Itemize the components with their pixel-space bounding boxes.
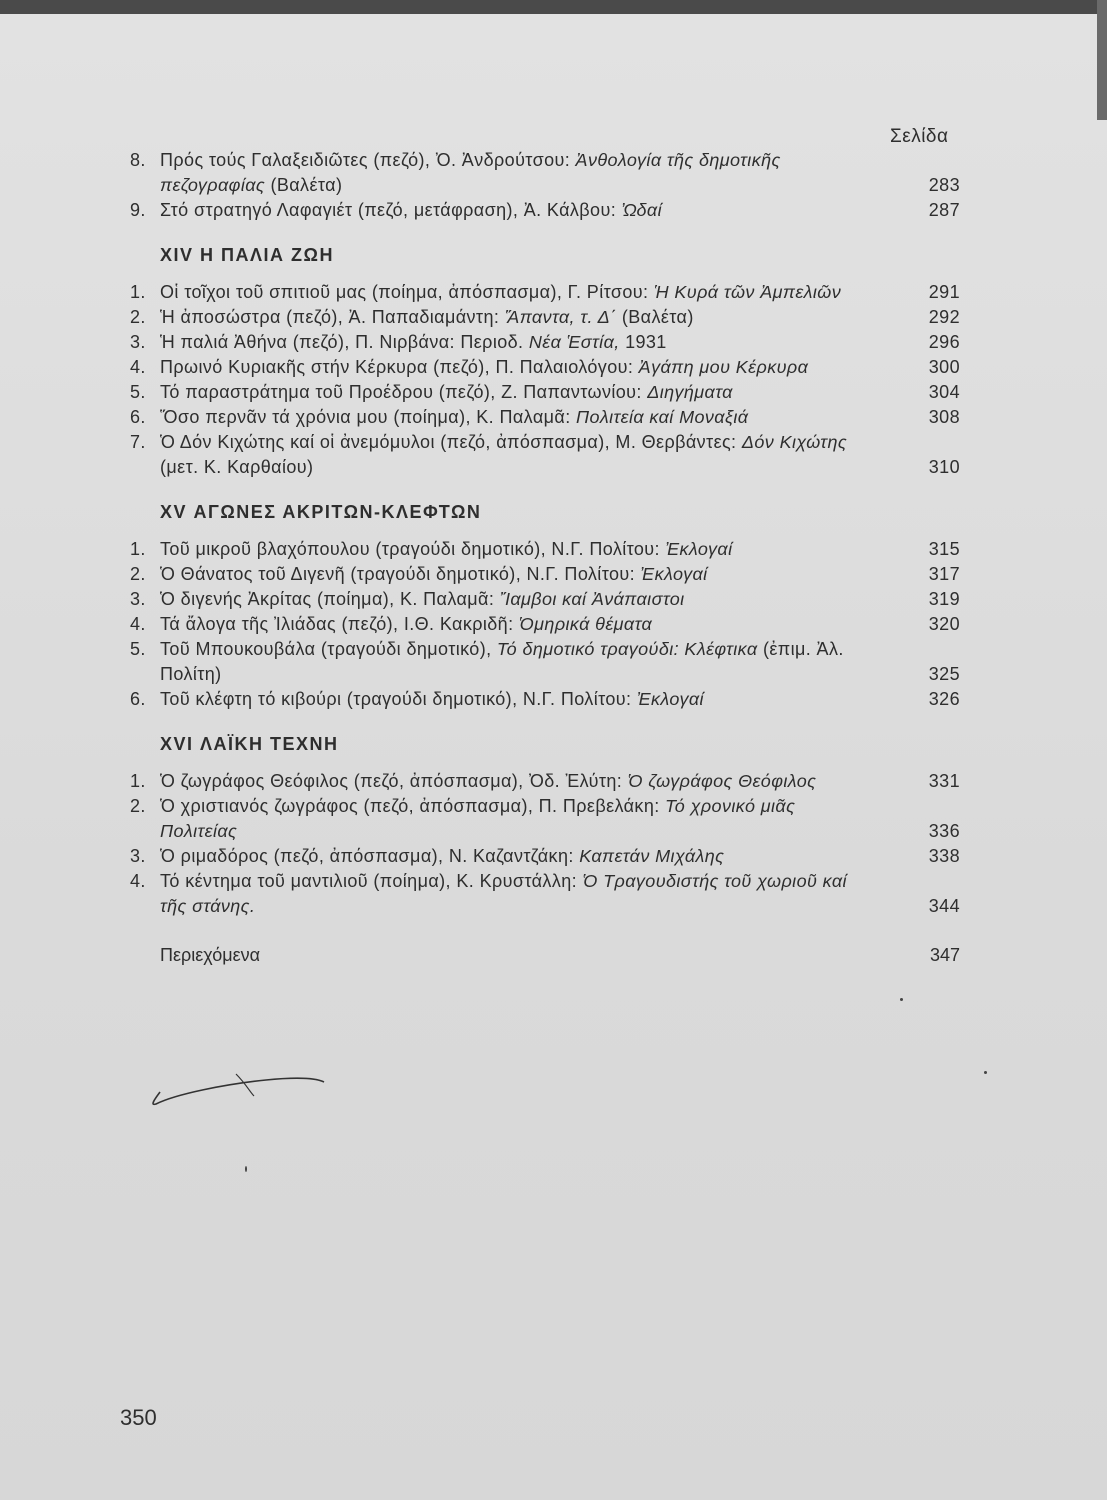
entry-title: Ὁ Δόν Κιχώτης καί οἱ ἀνεμόμυλοι (πεζό, ἀπόσπασμα), Μ. Θερβάντες: bbox=[160, 432, 737, 452]
entry-title: Πρωινό Κυριακῆς στήν Κέρκυρα (πεζό), Π. Παλαιολόγου: bbox=[160, 357, 634, 377]
entry-extra: 1931 bbox=[625, 332, 667, 352]
toc-entry bbox=[130, 198, 960, 223]
handwritten-underline bbox=[146, 1058, 336, 1108]
entry-page-number: 308 bbox=[928, 407, 960, 427]
entry-source: Ἐκλογαί bbox=[640, 564, 708, 584]
entry-title: Ὁ διγενής Ἀκρίτας (ποίημα), Κ. Παλαμᾶ: bbox=[160, 589, 495, 609]
entry-title: Τοῦ μικροῦ βλαχόπουλου (τραγούδι δημοτικό), Ν.Γ. Πολίτου: bbox=[160, 539, 660, 559]
contents-label: Περιεχόμενα bbox=[160, 945, 261, 965]
toc-entry bbox=[130, 869, 960, 919]
toc-entry bbox=[130, 844, 960, 869]
scan-right-edge bbox=[1097, 0, 1107, 120]
entry-text bbox=[160, 869, 960, 919]
entry-number: 2. bbox=[130, 307, 146, 327]
entry-text bbox=[160, 198, 960, 223]
entry-title: Στό στρατηγό Λαφαγιέτ (πεζό, μετάφραση), Ἀ. Κάλβου: bbox=[160, 200, 617, 220]
entry-number: 4. bbox=[130, 871, 146, 891]
entry-title: Ἡ παλιά Ἀθήνα (πεζό), Π. Νιρβάνα: Περιοδ. bbox=[160, 332, 524, 352]
entry-source: Δόν Κιχώτης bbox=[741, 432, 847, 452]
entry-page-number: 291 bbox=[928, 282, 960, 302]
section-heading: XV ΑΓΩΝΕΣ ΑΚΡΙΤΩΝ-ΚΛΕΦΤΩΝ bbox=[160, 502, 482, 522]
toc-entry bbox=[130, 537, 960, 562]
scan-speck bbox=[900, 998, 903, 1001]
contents-page-number: 347 bbox=[929, 945, 960, 965]
entry-number: 1. bbox=[130, 539, 146, 559]
entry-source: Ἅπαντα, τ. Δ΄ bbox=[504, 307, 617, 327]
entry-source: Πολιτεία καί Μοναξιά bbox=[576, 407, 749, 427]
entry-title: Ὅσο περνᾶν τά χρόνια μου (ποίημα), Κ. Παλαμᾶ: bbox=[160, 407, 571, 427]
entry-source: Ὁ Τραγουδιστής τοῦ χωριοῦ καί τῆς στάνης. bbox=[160, 871, 847, 916]
entry-number: 3. bbox=[130, 332, 146, 352]
entry-text bbox=[160, 844, 960, 869]
entry-title: Ὁ ριμαδόρος (πεζό, ἀπόσπασμα), Ν. Καζαντζάκη: bbox=[160, 846, 574, 866]
entry-title: Τοῦ κλέφτη τό κιβούρι (τραγούδι δημοτικό), Ν.Γ. Πολίτου: bbox=[160, 689, 632, 709]
page-column-header: Σελίδα bbox=[890, 126, 949, 147]
entry-page-number: 304 bbox=[928, 382, 960, 402]
entry-page-number: 317 bbox=[928, 564, 960, 584]
toc-entry bbox=[130, 587, 960, 612]
entry-number: 8. bbox=[130, 150, 146, 170]
entry-number: 1. bbox=[130, 771, 146, 791]
entry-text bbox=[160, 355, 960, 380]
entry-number: 1. bbox=[130, 282, 146, 302]
entry-title: Ἡ ἀποσώστρα (πεζό), Ἀ. Παπαδιαμάντη: bbox=[160, 307, 500, 327]
entry-text bbox=[160, 612, 960, 637]
entry-number: 4. bbox=[130, 357, 146, 377]
entry-page-number: 300 bbox=[928, 357, 960, 377]
toc-entry bbox=[130, 405, 960, 430]
entry-title: Οἱ τοῖχοι τοῦ σπιτιοῦ μας (ποίημα, ἀπόσπασμα), Γ. Ρίτσου: bbox=[160, 282, 649, 302]
entry-number: 4. bbox=[130, 614, 146, 634]
toc-entry bbox=[130, 430, 960, 480]
entry-source: Καπετάν Μιχάλης bbox=[579, 846, 725, 866]
entry-title: Τό παραστράτημα τοῦ Προέδρου (πεζό), Ζ. Παπαντωνίου: bbox=[160, 382, 642, 402]
entry-page-number: 336 bbox=[928, 821, 960, 841]
toc-entry bbox=[130, 637, 960, 687]
toc-entry bbox=[130, 148, 960, 198]
entry-text bbox=[160, 794, 960, 844]
entry-source: Ἐκλογαί bbox=[665, 539, 733, 559]
entry-text bbox=[160, 148, 960, 198]
entry-title: Τοῦ Μπουκουβάλα (τραγούδι δημοτικό), bbox=[160, 639, 492, 659]
entry-page-number: 315 bbox=[928, 539, 960, 559]
entry-source: Ἐκλογαί bbox=[636, 689, 704, 709]
toc-entry bbox=[130, 280, 960, 305]
entry-text bbox=[160, 430, 960, 480]
entry-page-number: 287 bbox=[928, 200, 960, 220]
toc-entry bbox=[130, 305, 960, 330]
entry-source: Ἀνθολογία τῆς δημοτικῆς πεζογραφίας bbox=[160, 150, 781, 195]
entry-source: Νέα Ἑστία, bbox=[528, 332, 620, 352]
entry-title: Τά ἄλογα τῆς Ἰλιάδας (πεζό), Ι.Θ. Κακριδῆ: bbox=[160, 614, 514, 634]
toc-entry bbox=[130, 330, 960, 355]
entry-page-number: 319 bbox=[928, 589, 960, 609]
entry-text bbox=[160, 280, 960, 305]
entry-extra: (Βαλέτα) bbox=[270, 175, 343, 195]
toc-entry bbox=[130, 355, 960, 380]
entry-number: 2. bbox=[130, 564, 146, 584]
entry-source: Ἀγάπη μου Κέρκυρα bbox=[638, 357, 809, 377]
entry-page-number: 331 bbox=[928, 771, 960, 791]
entry-text bbox=[160, 537, 960, 562]
entry-page-number: 292 bbox=[928, 307, 960, 327]
toc-entry bbox=[130, 794, 960, 844]
entry-number: 6. bbox=[130, 407, 146, 427]
entry-page-number: 338 bbox=[928, 846, 960, 866]
entry-page-number: 320 bbox=[928, 614, 960, 634]
entry-source: Ὠδαί bbox=[621, 200, 662, 220]
entry-extra: (ἐπιμ. Ἀλ. Πολίτη) bbox=[160, 639, 844, 684]
toc-entry bbox=[130, 562, 960, 587]
entry-page-number: 310 bbox=[928, 457, 960, 477]
entry-number: 5. bbox=[130, 382, 146, 402]
entry-text bbox=[160, 405, 960, 430]
entry-source: Ἡ Κυρά τῶν Ἀμπελιῶν bbox=[653, 282, 842, 302]
entry-source: Τό δημοτικό τραγούδι: Κλέφτικα bbox=[496, 639, 758, 659]
entry-text bbox=[160, 380, 960, 405]
entry-page-number: 326 bbox=[928, 689, 960, 709]
entry-page-number: 344 bbox=[928, 896, 960, 916]
entry-title: Πρός τούς Γαλαξειδιῶτες (πεζό), Ὀ. Ἀνδρούτσου: bbox=[160, 150, 571, 170]
entry-source: Ὁμηρικά θέματα bbox=[518, 614, 653, 634]
scan-top-edge bbox=[0, 0, 1107, 14]
entry-text bbox=[160, 587, 960, 612]
contents-entry bbox=[160, 945, 960, 975]
entry-text bbox=[160, 769, 960, 794]
entry-title: Ὁ χριστιανός ζωγράφος (πεζό, ἀπόσπασμα), Π. Πρεβελάκη: bbox=[160, 796, 660, 816]
scan-speck bbox=[245, 1166, 247, 1172]
entry-number: 6. bbox=[130, 689, 146, 709]
entry-source: Διηγήματα bbox=[647, 382, 733, 402]
page-number: 350 bbox=[120, 1405, 157, 1430]
entry-extra: (Βαλέτα) bbox=[621, 307, 694, 327]
entry-page-number: 296 bbox=[928, 332, 960, 352]
toc-entry bbox=[130, 612, 960, 637]
entry-number: 9. bbox=[130, 200, 146, 220]
toc-entry bbox=[130, 769, 960, 794]
table-of-contents bbox=[130, 148, 960, 975]
entry-title: Τό κέντημα τοῦ μαντιλιοῦ (ποίημα), Κ. Κρυστάλλη: bbox=[160, 871, 578, 891]
section-heading: XVI ΛΑΪΚΗ ΤΕΧΝΗ bbox=[160, 734, 339, 754]
entry-number: 5. bbox=[130, 639, 146, 659]
entry-number: 3. bbox=[130, 846, 146, 866]
entry-text bbox=[160, 637, 960, 687]
section-heading: XIV Η ΠΑΛΙΑ ΖΩΗ bbox=[160, 245, 334, 265]
entry-text bbox=[160, 330, 960, 355]
entry-title: Ὁ Θάνατος τοῦ Διγενῆ (τραγούδι δημοτικό), Ν.Γ. Πολίτου: bbox=[160, 564, 636, 584]
entry-number: 2. bbox=[130, 796, 146, 816]
entry-source: Τό χρονικό μιᾶς Πολιτείας bbox=[160, 796, 796, 841]
entry-text bbox=[160, 687, 960, 712]
entry-number: 3. bbox=[130, 589, 146, 609]
entry-source: Ὁ ζωγράφος Θεόφιλος bbox=[627, 771, 817, 791]
toc-entry bbox=[130, 380, 960, 405]
entry-title: Ὁ ζωγράφος Θεόφιλος (πεζό, ἀπόσπασμα), Ὀδ. Ἐλύτη: bbox=[160, 771, 623, 791]
toc-entry bbox=[130, 687, 960, 712]
entry-extra: (μετ. Κ. Καρθαίου) bbox=[160, 457, 314, 477]
scan-speck bbox=[984, 1071, 987, 1074]
entry-number: 7. bbox=[130, 432, 146, 452]
entry-text bbox=[160, 305, 960, 330]
entry-page-number: 325 bbox=[928, 664, 960, 684]
entry-text bbox=[160, 562, 960, 587]
entry-page-number: 283 bbox=[928, 175, 960, 195]
entry-source: Ἴαμβοι καί Ἀνάπαιστοι bbox=[499, 589, 685, 609]
